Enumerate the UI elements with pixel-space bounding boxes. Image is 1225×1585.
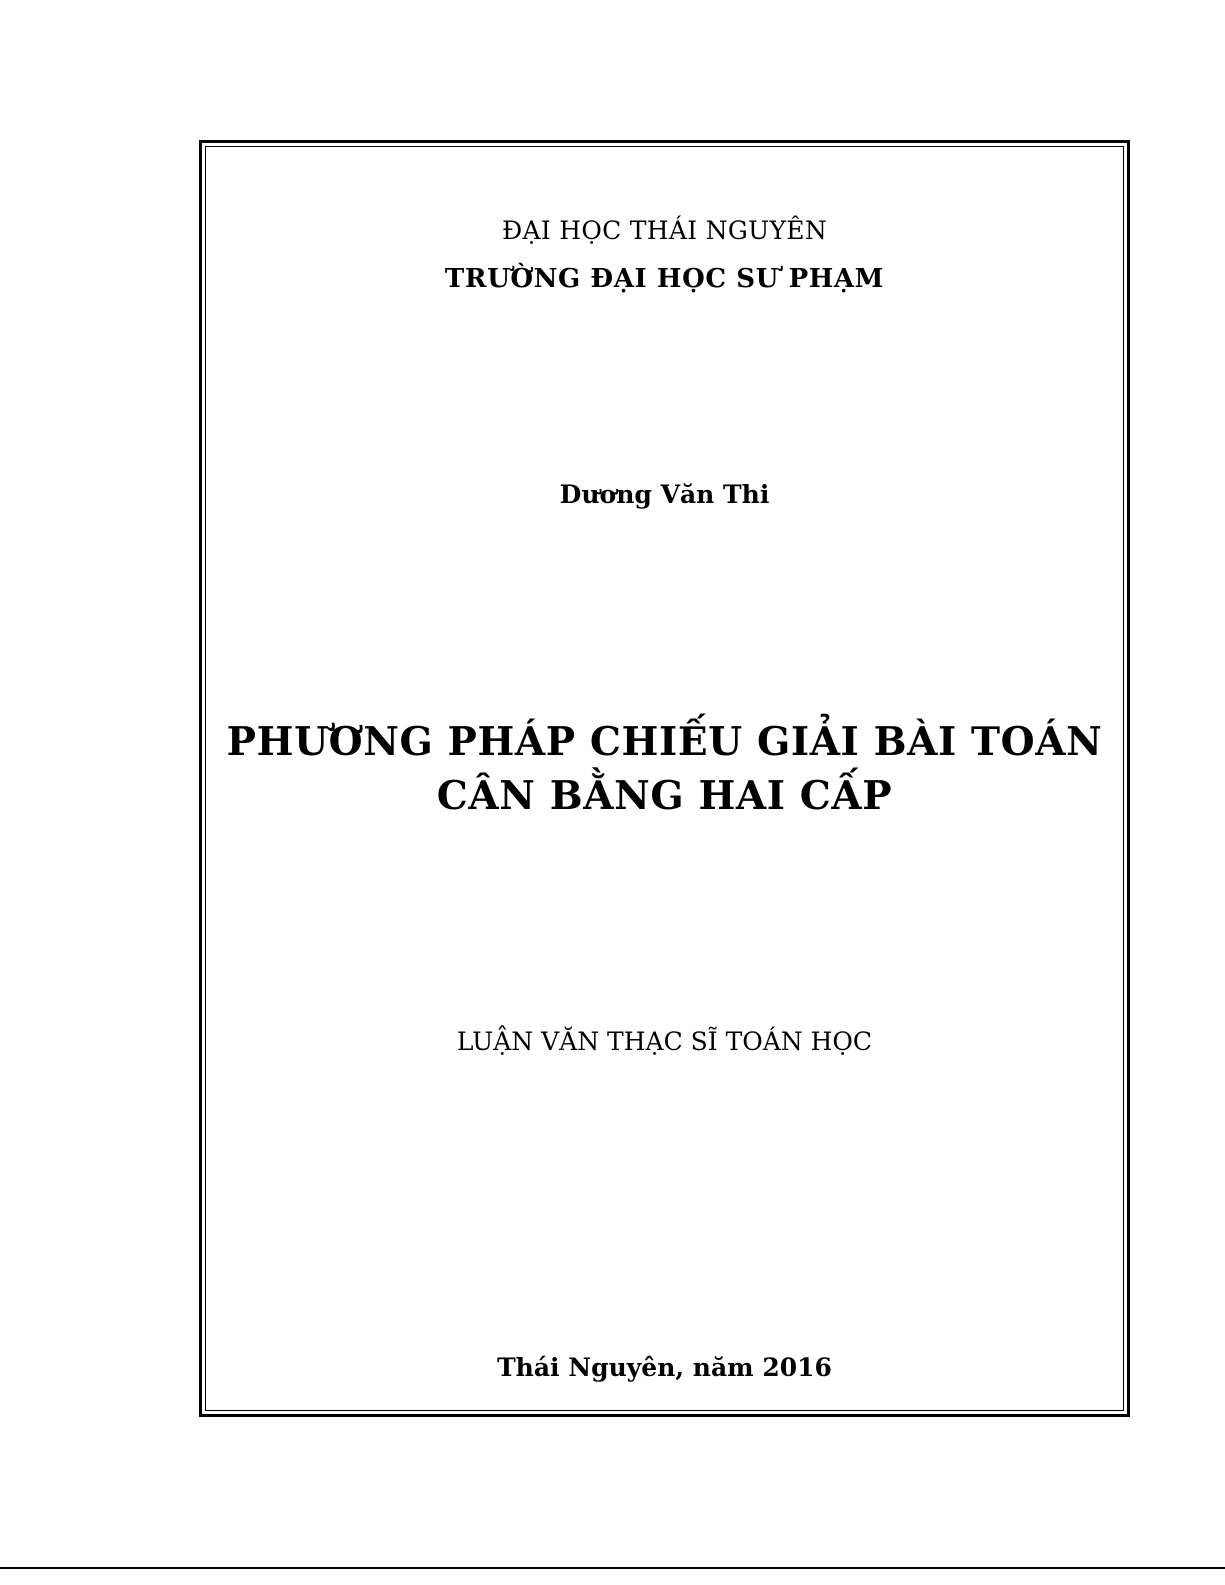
page-bottom-rule xyxy=(0,1567,1225,1569)
thesis-title-line-1: PHƯƠNG PHÁP CHIẾU GIẢI BÀI TOÁN xyxy=(226,719,1103,765)
degree-type: LUẬN VĂN THẠC SĨ TOÁN HỌC xyxy=(456,1027,873,1056)
thesis-title-line-2: CÂN BẰNG HAI CẤP xyxy=(436,773,893,819)
university-name: ĐẠI HỌC THÁI NGUYÊN xyxy=(501,216,828,245)
school-name: TRƯỜNG ĐẠI HỌC SƯ PHẠM xyxy=(444,264,885,294)
place-and-year: Thái Nguyên, năm 2016 xyxy=(497,1353,832,1382)
author-name: Dương Văn Thi xyxy=(559,480,770,509)
